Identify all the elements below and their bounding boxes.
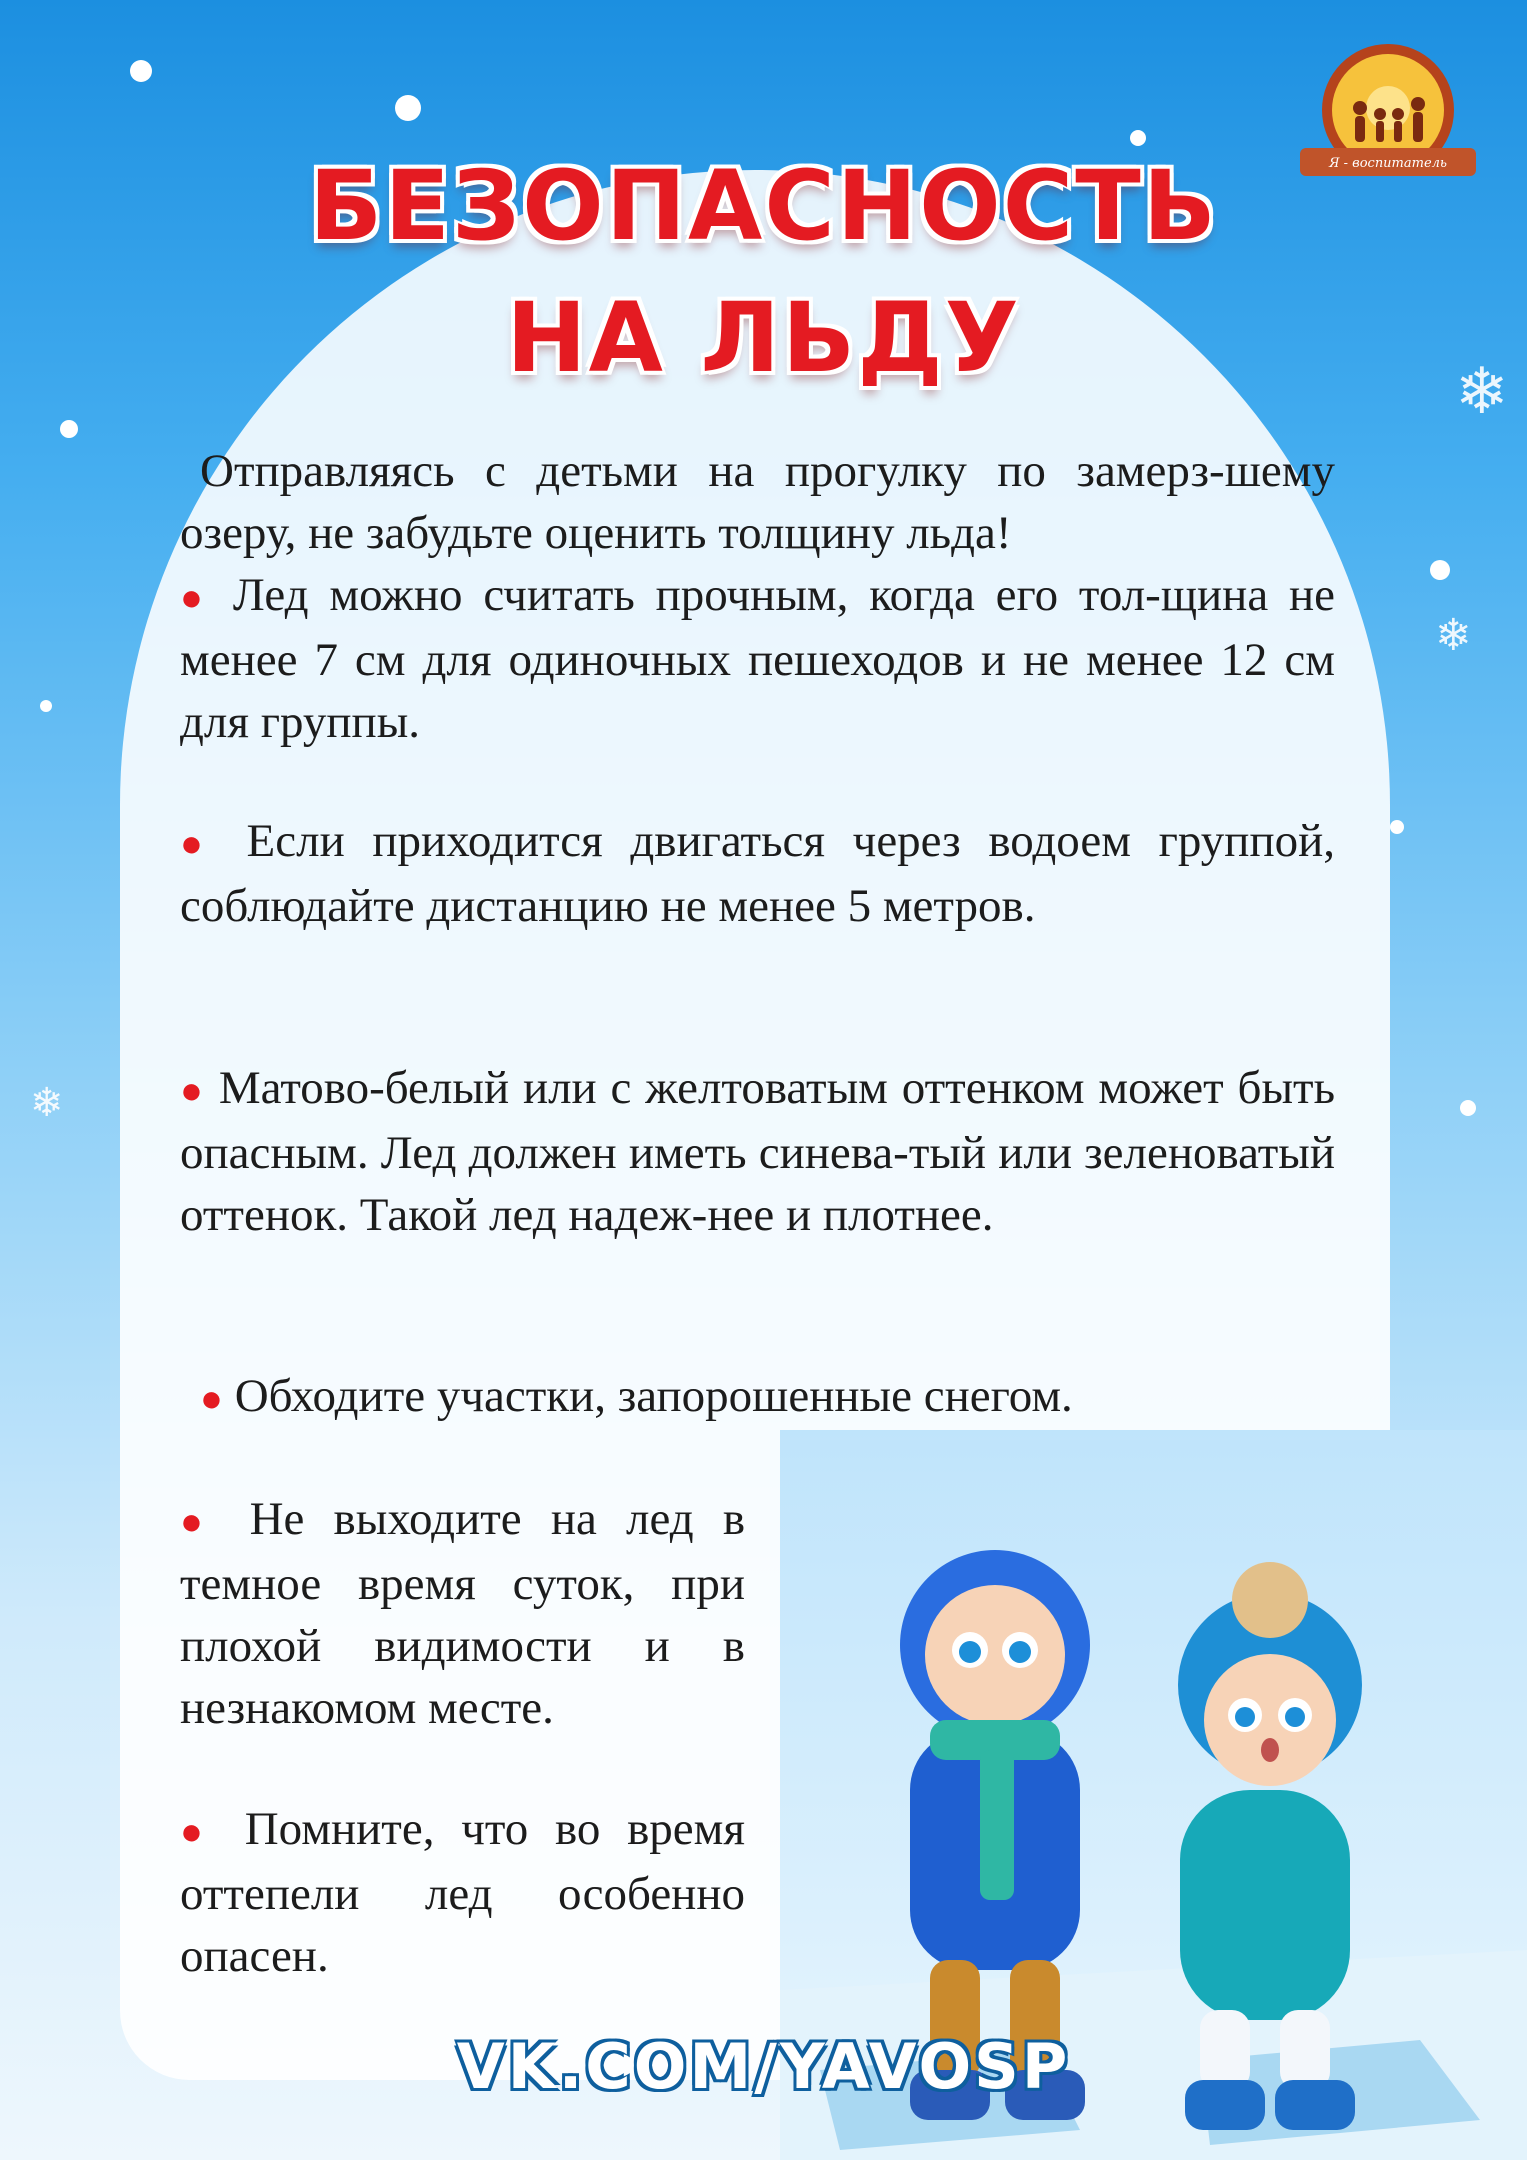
bullet-icon: ● xyxy=(180,1811,218,1853)
page-title-line-2: НА ЛЬДУ xyxy=(506,282,1021,394)
tip-3 xyxy=(180,1057,1335,1246)
tip-6 xyxy=(180,1798,745,1987)
tip-text: Лед можно считать прочным, когда его тол-щина не менее 7 см для одиночных пешеходов и не менее 12 см для группы. xyxy=(180,569,1336,748)
page-title-line-1: БЕЗОПАСНОСТЬ xyxy=(309,150,1218,262)
tip-text: Помните, что во время оттепели лед особенно опасен. xyxy=(180,1803,746,1982)
tip-5 xyxy=(180,1488,745,1739)
intro-text: Отправляясь с детьми на прогулку по замерз-шему озеру, не забудьте оценить толщину льда! xyxy=(180,445,1335,559)
bullet-icon: ● xyxy=(180,1070,206,1112)
bullet-icon: ● xyxy=(180,1501,221,1543)
bullet-icon: ● xyxy=(200,1378,223,1420)
vk-link[interactable]: VK.COM/YAVOSP xyxy=(456,2030,1071,2103)
logo-caption: Я - воспитатель xyxy=(1328,156,1448,171)
tip-1 xyxy=(180,564,1335,753)
tip-text: Если приходится двигаться через водоем группой, соблюдайте дистанцию не менее 5 метров. xyxy=(180,815,1335,932)
intro-paragraph xyxy=(180,440,1335,564)
tip-text: Матово-белый или с желтоватым оттенком может быть опасным. Лед должен иметь синева-тый или зеленоватый оттенок. Такой лед надеж-нее и плотнее. xyxy=(180,1062,1336,1241)
tip-2 xyxy=(180,810,1335,937)
tip-4 xyxy=(200,1365,1335,1430)
tip-text: Не выходите на лед в темное время суток, при плохой видимости и в незнакомом месте. xyxy=(180,1493,746,1734)
bullet-icon: ● xyxy=(180,823,219,865)
tip-text: Обходите участки, запорошенные снегом. xyxy=(234,1370,1073,1422)
bullet-icon: ● xyxy=(180,577,213,619)
